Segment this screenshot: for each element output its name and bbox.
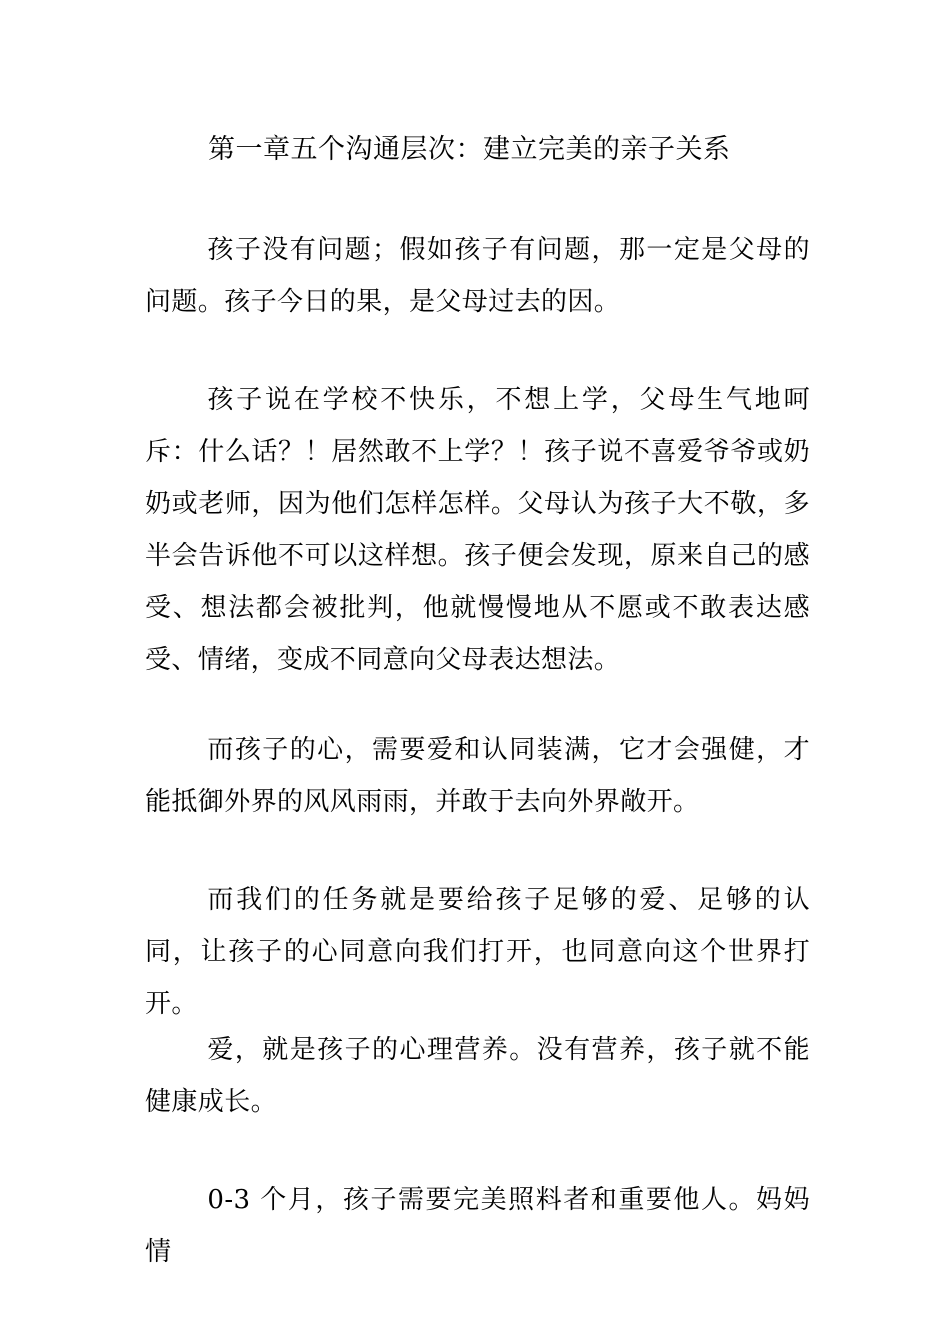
paragraph-3: 而孩子的心，需要爱和认同装满，它才会强健，才能抵御外界的风风雨雨，并敢于去向外界敞开。 — [145, 735, 810, 817]
paragraph-5: 爱，就是孩子的心理营养。没有营养，孩子就不能健康成长。 — [145, 1035, 810, 1117]
paragraph-1: 孩子没有问题；假如孩子有问题，那一定是父母的问题。孩子今日的果，是父母过去的因。 — [145, 235, 810, 317]
paragraph-6: 0-3 个月，孩子需要完美照料者和重要他人。妈妈情 — [145, 1185, 810, 1267]
paragraph-4: 而我们的任务就是要给孩子足够的爱、足够的认同，让孩子的心同意向我们打开，也同意向这个世界打开。 — [145, 885, 810, 1019]
chapter-heading: 第一章五个沟通层次：建立完美的亲子关系 — [208, 134, 731, 165]
paragraph-2: 孩子说在学校不快乐，不想上学，父母生气地呵斥：什么话？！居然敢不上学？！孩子说不喜爱爷爷或奶奶或老师，因为他们怎样怎样。父母认为孩子大不敬，多半会告诉他不可以这样想。孩子便会发现，原来自己的感受、想法都会被批判，他就慢慢地从不愿或不敢表达感受、情绪，变成不同意向父母表达想法。 — [145, 385, 810, 675]
